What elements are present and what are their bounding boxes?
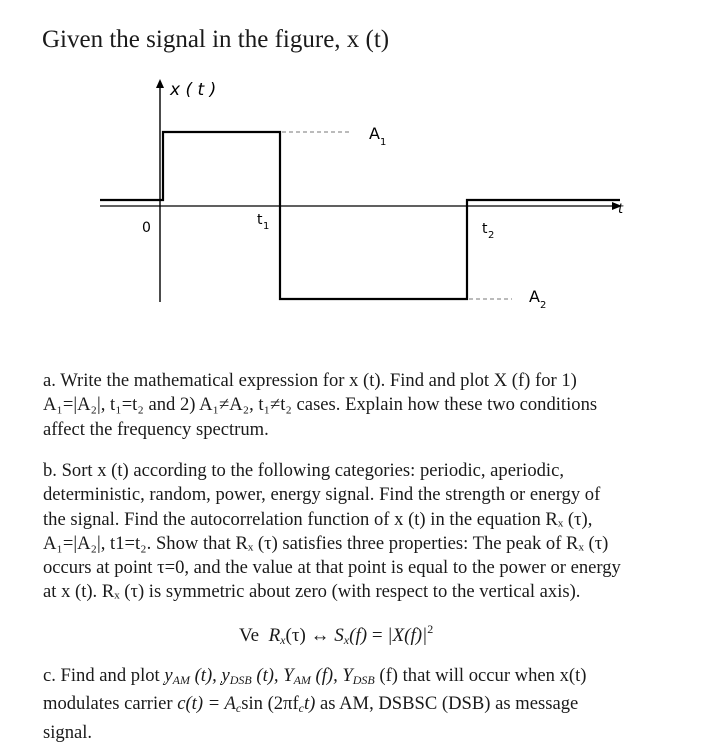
part-a-line: a. Write the mathematical expression for x (t). Find and plot X (f) for 1) xyxy=(43,370,577,391)
ydsb-letter: y xyxy=(221,665,230,686)
carrier-amp-sub: c xyxy=(235,701,242,716)
part-c-line-2 xyxy=(43,692,693,720)
part-a-line: affect the frequency spectrum. xyxy=(43,418,269,440)
t2-label: t xyxy=(482,221,488,237)
page-title: Given the signal in the figure, x (t) xyxy=(42,26,390,53)
question-part-b xyxy=(43,459,691,605)
origin-label: 0 xyxy=(142,220,151,236)
yam-symbol xyxy=(164,665,190,686)
ydsb-sub: DSB xyxy=(229,673,252,687)
part-b-line: the signal. Find the autocorrelation function of x (t) in the equation Rₓ (τ), xyxy=(43,508,593,530)
part-b-line: A₁=|A₂|, t1=t₂. Show that Rₓ (τ) satisfies three properties: The peak of Rₓ (τ) xyxy=(43,532,609,554)
ydsb-symbol xyxy=(221,665,251,686)
x-axis-label: t xyxy=(618,202,624,217)
part-c-text: c. Find and plot xyxy=(43,665,165,686)
part-c-line-1 xyxy=(43,664,693,692)
a2-sub: 2 xyxy=(540,300,547,311)
part-c-text: modulates carrier xyxy=(43,693,178,715)
yam-sub: AM xyxy=(172,673,190,687)
equation-sx: S xyxy=(334,625,344,646)
ydsb-cap-sub: DSB xyxy=(352,673,375,687)
part-c-text: (t), xyxy=(189,665,222,686)
carrier-expression: c(t) = A xyxy=(177,693,236,715)
part-c-text: (f) that will occur when x(t) xyxy=(374,665,587,686)
t2-sub: 2 xyxy=(488,230,495,241)
yam-letter: y xyxy=(164,665,173,686)
part-c-text: (f), Y xyxy=(310,665,353,686)
carrier-sin: sin (2πf xyxy=(241,693,299,715)
carrier-sin-end: t) xyxy=(303,693,316,715)
equation-sx-sub: x xyxy=(343,633,350,647)
part-b-line: b. Sort x (t) according to the following categories: periodic, aperiodic, xyxy=(43,460,564,481)
t1-sub: 1 xyxy=(263,221,270,232)
y-axis-arrow xyxy=(156,79,164,88)
part-b-line: at x (t). Rₓ (τ) is symmetric about zero (with respect to the vertical axis). xyxy=(43,581,581,603)
a2-label: A xyxy=(529,287,540,306)
part-b-line: deterministic, random, power, energy signal. Find the strength or energy of xyxy=(43,484,601,506)
equation-tau-arg: (τ) xyxy=(285,625,306,646)
yam-cap-sub: AM xyxy=(293,673,311,687)
a1-label: A xyxy=(369,124,380,143)
equation-rx-sub: x xyxy=(280,633,286,647)
carrier-freq-sub: c xyxy=(298,701,304,716)
equation-f-arg: (f) xyxy=(349,625,368,646)
part-c-text: (t), Y xyxy=(251,665,294,686)
part-a-line: A₁=|A₂|, t₁=t₂ and 2) A₁≠A₂, t₁≠t₂ cases. Explain how these two conditions xyxy=(43,394,598,416)
equation-prefix: Ve xyxy=(239,625,260,646)
equation-equals: = xyxy=(371,625,383,646)
equation-power: 2 xyxy=(427,622,434,636)
signal-figure xyxy=(0,0,717,330)
wiener-khinchin-equation xyxy=(239,622,433,648)
part-c-text: as AM, DSBSC (DSB) as message xyxy=(315,693,579,715)
y-axis-label: x ( t ) xyxy=(170,80,217,100)
question-part-a xyxy=(43,369,691,442)
part-b-line: occurs at point τ=0, and the value at that point is equal to the power or energy xyxy=(43,557,621,579)
question-part-c xyxy=(43,664,693,745)
signal-waveform xyxy=(100,132,620,299)
equation-arrow: ↔ xyxy=(310,625,330,646)
part-c-line-3: signal. xyxy=(43,721,93,743)
t1-label: t xyxy=(257,212,263,228)
a1-sub: 1 xyxy=(380,137,387,148)
equation-abs: |X(f)| xyxy=(387,625,428,646)
equation-rx: R xyxy=(268,625,281,646)
